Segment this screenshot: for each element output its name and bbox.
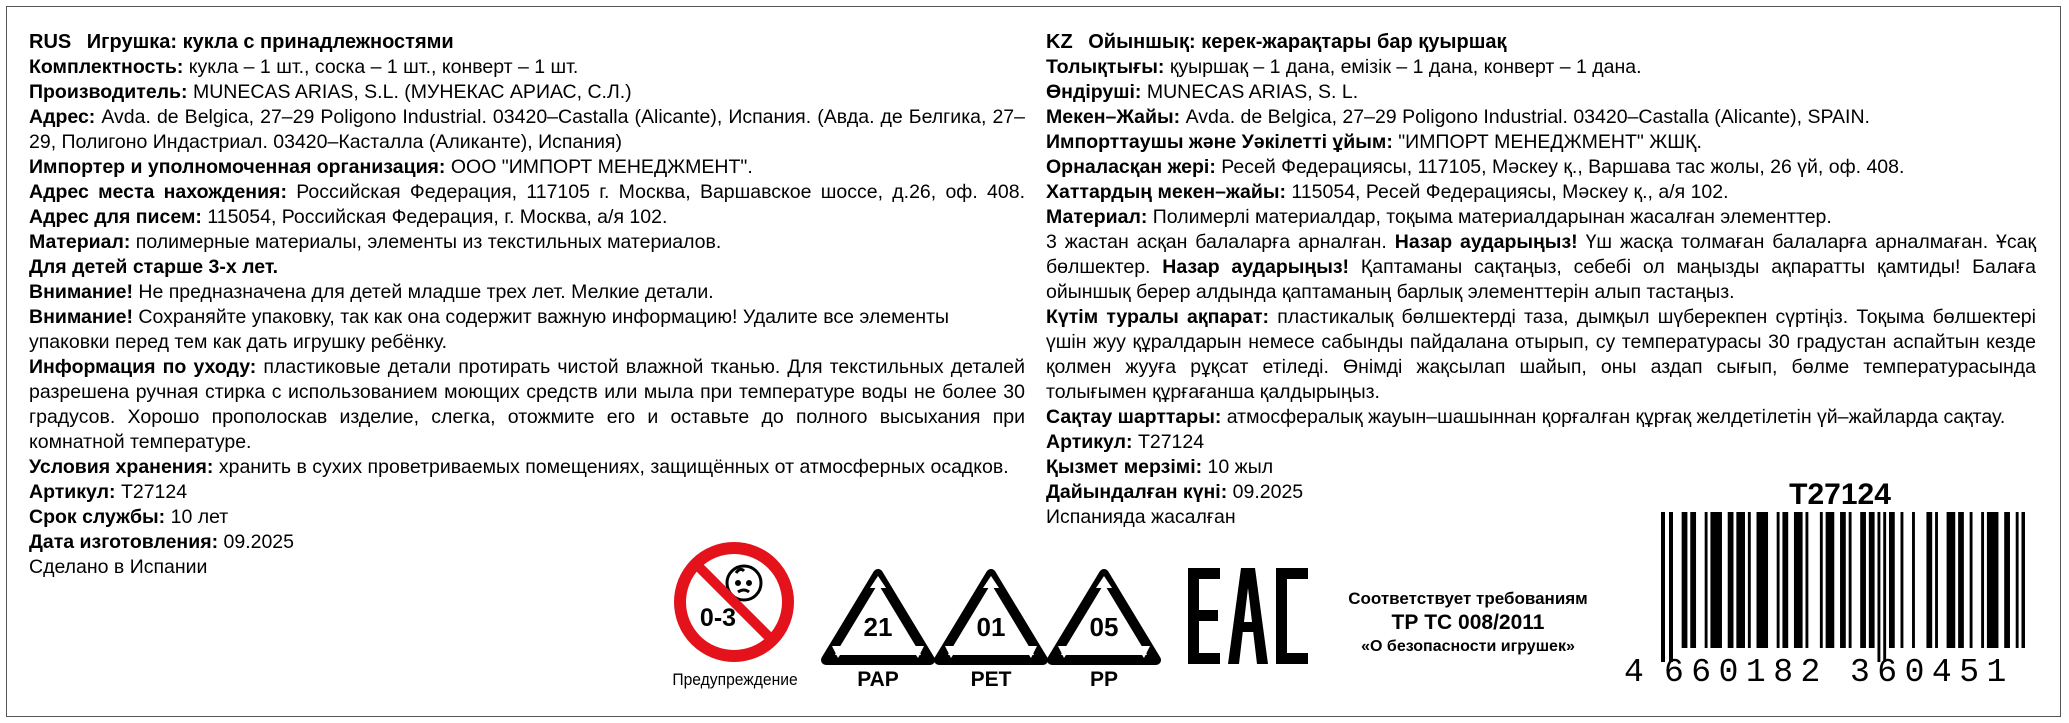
barcode-bar <box>1682 512 1688 648</box>
conformity-line-1: Соответствует требованиям <box>1348 589 1588 608</box>
barcode-bar <box>1935 512 1938 648</box>
recycle-number-pp: 05 <box>1089 612 1119 642</box>
rus-storage: Условия хранения: хранить в сухих проветриваемых помещениях, защищённых от атмосферных осадков. <box>29 456 1009 478</box>
rus-address: Адрес: Avda. de Belgica, 27–29 Poligono Industrial. 03420–Castalla (Alicante), Испания. (Авда. де Белгика, 27–29, Полигоно Индастриал. 03420–Касталла (Аликанте), Испания) <box>29 106 1026 153</box>
recycle-icon-pp <box>1044 566 1164 666</box>
age-warning-icon <box>672 540 796 664</box>
barcode-bar <box>1840 512 1846 648</box>
recycle-number-pap: 21 <box>863 612 893 642</box>
barcode-bar <box>1782 512 1788 648</box>
barcode-bar <box>2021 512 2025 648</box>
rus-importer: Импортер и уполномоченная организация: ООО "ИМПОРТ МЕНЕДЖМЕНТ". <box>29 156 753 178</box>
barcode-bar <box>1805 512 1808 648</box>
barcode-digits <box>1624 654 2044 694</box>
barcode-bar <box>1661 512 1665 662</box>
barcode-bar <box>1860 512 1866 648</box>
barcode-bar <box>1757 512 1769 648</box>
barcode-bar <box>1901 512 1904 648</box>
kz-header <box>1046 30 2036 55</box>
kz-address: Мекен–Жайы: Avda. de Belgica, 27–29 Poligono Industrial. 03420–Castalla (Alicante), SPAIN. <box>1046 106 1870 128</box>
kz-warnings: 3 жастан асқан балаларға арналған. Назар аударыңыз! Үш жасқа толмаған балаларға арналмаған. Ұсақ бөлшектер. Назар аударыңыз! Қаптаманы сақтаңыз, себебі ол маңызды ақпаратты қамтиды! Балаға ойыншық берер алдында қаптаманың барлық элементтерін алып тастаңыз. <box>1046 231 2037 303</box>
rus-origin: Сделано в Испании <box>29 556 208 578</box>
rus-service-life: Срок службы: 10 лет <box>29 506 229 528</box>
kz-material: Материал: Полимерлі материалдар, тоқыма материалдарынан жасалған элементтер. <box>1046 206 1832 228</box>
barcode-bar <box>2004 512 2010 648</box>
rus-care: Информация по уходу: пластиковые детали протирать чистой влажной тканью. Для текстильных деталей разрешена ручная стирка с использованием моющих средств или мыла при температуре воды не более 30 градусов. Хорошо прополоскав изделие, слегка, отожмите его и оставьте до полного высыхания при комнатной температуре. <box>29 356 1026 453</box>
kz-importer: Импорттаушы және Уәкілетті ұйым: "ИМПОРТ МЕНЕДЖМЕНТ" ЖШҚ. <box>1046 131 1702 153</box>
barcode-bar <box>1728 512 1734 648</box>
rus-age: Для детей старше 3-х лет. <box>29 256 279 278</box>
barcode-bar <box>1883 512 1886 662</box>
kz-storage: Сақтау шарттары: атмосфералық жауын–шашыннан қорғалған құрғақ желдетілетін үй–жайларда сақтау. <box>1046 406 2006 428</box>
kz-section <box>1046 30 2036 530</box>
age-warning-caption: Предупреждение <box>672 670 798 689</box>
barcode-bar <box>1970 512 1973 648</box>
conformity-block <box>1318 588 1618 658</box>
barcode-icon <box>1657 512 2025 662</box>
barcode-bar <box>1826 512 1835 648</box>
recycle-code-pet: PET <box>970 668 1012 691</box>
conformity-line-2: ТР ТС 008/2011 <box>1391 611 1545 634</box>
rus-article: Артикул: T27124 <box>29 481 188 503</box>
kz-title: Ойыншық: керек-жарақтары бар қуыршақ <box>1088 31 1507 53</box>
kz-contents: Толықтығы: қуыршақ – 1 дана, емізік – 1 дана, конверт – 1 дана. <box>1046 56 1642 78</box>
kz-article: Артикул: T27124 <box>1046 431 1205 453</box>
barcode-bar <box>1820 512 1823 648</box>
barcode-bar <box>1669 512 1673 662</box>
barcode-bar <box>2016 512 2019 648</box>
kz-mail: Хаттардың мекен–жайы: 115054, Ресей Федерациясы, Мәскеу қ., а/я 102. <box>1046 181 1729 203</box>
barcode-bar <box>1912 512 1915 648</box>
rus-title: Игрушка: кукла с принадлежностями <box>86 31 454 53</box>
barcode-bar <box>1877 512 1880 662</box>
kz-origin: Испанияда жасалған <box>1046 506 1236 528</box>
recycle-icon-pet <box>931 566 1051 666</box>
kz-care: Күтім туралы ақпарат: пластикалық бөлшектерді таза, дымқыл шүберекпен сүртіңіз. Тоқыма бөлшектері үшін жуу құралдарын немесе сабынды пайдалана отырып, су температурасы 30 градустан аспайтын кезде қолмен жууға рұқсат етіледі. Өнімді жақсылап шайып, оны аздап сығып, бөлме температурасында толығымен құрғағанша қалдырыңыз. <box>1046 306 2036 403</box>
barcode-digit-group-2: 360451 <box>1850 654 2014 691</box>
barcode-bar <box>1705 512 1708 648</box>
barcode-bar <box>1748 512 1751 648</box>
rus-manufacturer: Производитель: MUNECAS ARIAS, S.L. (МУНЕКАС АРИАС, С.Л.) <box>29 81 632 103</box>
rus-warning-1: Внимание! Не предназначена для детей младше трех лет. Мелкие детали. <box>29 281 714 303</box>
barcode-bar <box>1690 512 1696 648</box>
rus-section <box>29 30 1025 580</box>
barcode-article: T27124 <box>1789 478 1891 511</box>
barcode-bar <box>1849 512 1852 648</box>
kz-manufacture-date: Дайындалған күні: 09.2025 <box>1046 481 1304 503</box>
recycle-number-pet: 01 <box>976 612 1006 642</box>
recycle-code-pap: PAP <box>857 668 899 691</box>
age-warning-text: 0-3 <box>699 604 737 632</box>
kz-service-life: Қызмет мерзімі: 10 жыл <box>1046 456 1274 478</box>
kz-location: Орналасқан жері: Ресей Федерациясы, 117105, Мәскеу қ., Варшава тас жолы, 26 үй, оф. 408. <box>1046 156 1905 178</box>
barcode-digit-first: 4 <box>1624 654 1644 691</box>
eac-mark-icon <box>1188 568 1308 664</box>
rus-material: Материал: полимерные материалы, элементы из текстильных материалов. <box>29 231 722 253</box>
rus-manufacture-date: Дата изготовления: 09.2025 <box>29 531 294 553</box>
rus-header <box>29 30 1025 55</box>
barcode-digit-group-1: 660182 <box>1664 654 1828 691</box>
kz-manufacturer: Өндіруші: MUNECAS ARIAS, S. L. <box>1046 81 1359 103</box>
barcode-bar <box>1981 512 1984 648</box>
recycle-icon-pap <box>818 566 938 666</box>
recycle-code-pp: PP <box>1089 668 1118 691</box>
kz-lang-code: KZ <box>1046 31 1073 53</box>
barcode-bar <box>1869 512 1875 648</box>
barcode-bar <box>1736 512 1745 648</box>
barcode-bar <box>1710 512 1722 648</box>
barcode-bar <box>1987 512 1999 648</box>
rus-lang-code: RUS <box>29 31 72 53</box>
conformity-line-3: «О безопасности игрушек» <box>1361 638 1575 655</box>
barcode-bar <box>1777 512 1780 648</box>
barcode-bar <box>1889 512 1895 648</box>
barcode-bar <box>1794 512 1803 648</box>
rus-contents: Комплектность: кукла – 1 шт., соска – 1 шт., конверт – 1 шт. <box>29 56 579 78</box>
rus-warning-2: Внимание! Сохраняйте упаковку, так как она содержит важную информацию! Удалите все элементы упаковки перед тем как дать игрушку ребёнку. <box>29 306 950 353</box>
rus-location: Адрес места нахождения: Российская Федерация, 117105 г. Москва, Варшавское шоссе, д.26, оф. 408. Адрес для писем: 115054, Российская Федерация, г. Москва, а/я 102. <box>29 181 1025 228</box>
barcode-bar <box>1926 512 1932 648</box>
barcode-bar <box>1958 512 1964 648</box>
barcode-bar <box>1947 512 1956 648</box>
